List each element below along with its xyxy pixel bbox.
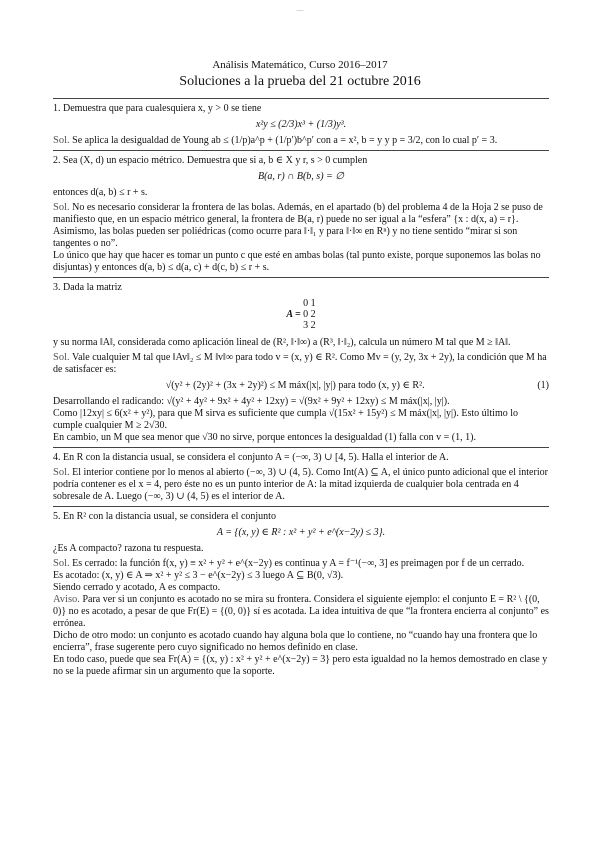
problem-3-solution-4: En cambio, un M que sea menor que √30 no sirve, porque entonces la desigualdad (1) falla con v = (1, 1). (53, 432, 476, 443)
equation-number: (1) (537, 380, 549, 391)
problem-2-statement: 2. Sea (X, d) un espacio métrico. Demuestra que si a, b ∈ X y r, s > 0 cumplen (53, 155, 368, 166)
document-title: Soluciones a la prueba del 21 octubre 2016 (179, 74, 421, 89)
problem-5-solution (53, 558, 549, 570)
problem-2 (53, 150, 549, 274)
problem-2-after: entonces d(a, b) ≤ r + s. (53, 187, 148, 198)
solution-label: Sol. (53, 558, 70, 569)
problem-5-aviso-3: En todo caso, puede que sea Fr(A) = {(x, y) : x² + y² + e^(x−2y) = 3} pero esta igualdad no la hemos demostrado en clase y no se la puede afirmar sin un argumento que la soporte. (53, 654, 548, 677)
course-line: Análisis Matemático, Curso 2016–2017 (212, 59, 388, 71)
matrix-lhs: A = (286, 308, 301, 320)
problem-1-formula: x²y ≤ (2/3)x³ + (1/3)y³. (255, 119, 347, 130)
matrix-row: 0 2 (303, 309, 316, 320)
aviso-text: Para ver si un conjunto es acotado no se mira su frontera. Considera el siguiente ejemplo: el conjunto E = R² \ {(0, 0)} no es acotado, a pesar de que Fr(E) = {(0, 0)} sí es acotada. La idea intuitiva de que “la frontera encierra al conjunto” es errónea. (53, 594, 549, 629)
solution-label: Sol. (53, 352, 70, 363)
inequality-1 (53, 380, 549, 392)
problem-3-statement: 3. Dada la matriz (53, 282, 122, 293)
problem-3 (53, 277, 549, 444)
problem-5-solution-3: Siendo cerrado y acotado, A es compacto. (53, 582, 221, 593)
solution-text: No es necesario considerar la frontera de las bolas. Además, en el apartado (b) del problema 4 de la Hoja 2 se puso de manifiesto que, en un espacio métrico general, la frontera de B(a, r) puede no ser igual a la “esfera” {x : d(x, a) = r}. Asimismo, las bolas pueden ser poliédricas (como ocurre para ‖·‖₁ y para ‖·‖∞ en Rⁿ) y no tiene sentido “mirar si son tangentes o no”. (53, 202, 543, 249)
problem-5-formula: A = {(x, y) ∈ R² : x² + y² + e^(x−2y) ≤ 3}. (216, 527, 386, 538)
matrix-row: 0 1 (303, 298, 316, 309)
matrix-block (53, 298, 549, 331)
solution-text: Vale cualquier M tal que ‖Av‖₂ ≤ M ‖v‖∞ para todo v = (x, y) ∈ R². Como Mv = (y, 2y, 3x + 2y), la condición que M ha de satisfacer es: (53, 352, 547, 375)
document-body (53, 98, 549, 681)
solution-text: El interior contiene por lo menos al abierto (−∞, 3) ∪ (4, 5). Como Int(A) ⊆ A, el único punto adicional que el interior podría contener es el x = 4, pero éste no es un punto interior de A: la mitad izquierda de cualquier bola centrada en 4 sobresale de A. Luego (−∞, 3) ∪ (4, 5) es el interior de A. (53, 467, 548, 502)
problem-5 (53, 506, 549, 678)
problem-2-solution (53, 202, 549, 250)
problem-1-statement: 1. Demuestra que para cualesquiera x, y > 0 se tiene (53, 103, 262, 114)
problem-3-statement-2: y su norma ‖A‖, considerada como aplicación lineal de (R², ‖·‖∞) a (R³, ‖·‖₂), calcula un número M tal que M ≥ ‖A‖. (53, 337, 511, 348)
problem-4 (53, 447, 549, 503)
matrix-row: 3 2 (303, 320, 316, 331)
problem-5-aviso (53, 594, 549, 630)
solution-label: Sol. (53, 467, 70, 478)
problem-5-solution-2: Es acotado: (x, y) ∈ A ⇒ x² + y² ≤ 3 − e^(x−2y) ≤ 3 luego A ⊆ B(0, √3). (53, 570, 344, 581)
problem-3-solution (53, 352, 549, 376)
document-header (0, 58, 600, 91)
page-top-mark: — (296, 6, 304, 14)
problem-1 (53, 98, 549, 147)
problem-5-statement: 5. En R² con la distancia usual, se considera el conjunto (53, 511, 276, 522)
problem-1-solution (53, 135, 549, 147)
aviso-label: Aviso. (53, 594, 80, 605)
problem-2-solution-cont: Lo único que hay que hacer es tomar un punto c que esté en ambas bolas (tal punto existe, porque suponemos las bolas no disjuntas) y entonces d(a, b) ≤ d(a, c) + d(c, b) ≤ r + s. (53, 250, 541, 273)
problem-3-solution-3: Como |12xy| ≤ 6(x² + y²), para que M sirva es suficiente que cumpla √(15x² + 15y²) ≤ M máx(|x|, |y|). Esto último lo cumple cualquier M ≥ 2√30. (53, 408, 519, 431)
problem-5-aviso-2: Dicho de otro modo: un conjunto es acotado cuando hay alguna bola que lo contiene, no “cuando hay una frontera que lo encierra”, frase sugerente pero cuyo significado no hemos definido en clase. (53, 630, 538, 653)
solution-text: Se aplica la desigualdad de Young ab ≤ (1/p)a^p + (1/p′)b^p′ con a = x², b = y y p = 3/2, con lo cual p′ = 3. (72, 135, 498, 146)
problem-2-formula: B(a, r) ∩ B(b, s) = ∅ (257, 171, 344, 182)
solution-text: Es cerrado: la función f(x, y) ≡ x² + y² + e^(x−2y) es continua y A = f⁻¹(−∞, 3] es preimagen por f de un cerrado. (72, 558, 525, 569)
problem-3-solution-2: Desarrollando el radicando: √(y² + 4y² + 9x² + 4y² + 12xy) = √(9x² + 9y² + 12xy) ≤ M máx(|x|, |y|). (53, 396, 450, 407)
problem-4-solution (53, 467, 549, 503)
solution-label: Sol. (53, 135, 70, 146)
solution-label: Sol. (53, 202, 70, 213)
inequality-text: √(y² + (2y)² + (3x + 2y)²) ≤ M máx(|x|, |y|) para todo (x, y) ∈ R². (165, 380, 425, 391)
problem-4-statement: 4. En R con la distancia usual, se considera el conjunto A = (−∞, 3) ∪ [4, 5). Halla el interior de A. (53, 452, 449, 463)
matrix (303, 298, 316, 331)
problem-5-question: ¿Es A compacto? razona tu respuesta. (53, 543, 204, 554)
